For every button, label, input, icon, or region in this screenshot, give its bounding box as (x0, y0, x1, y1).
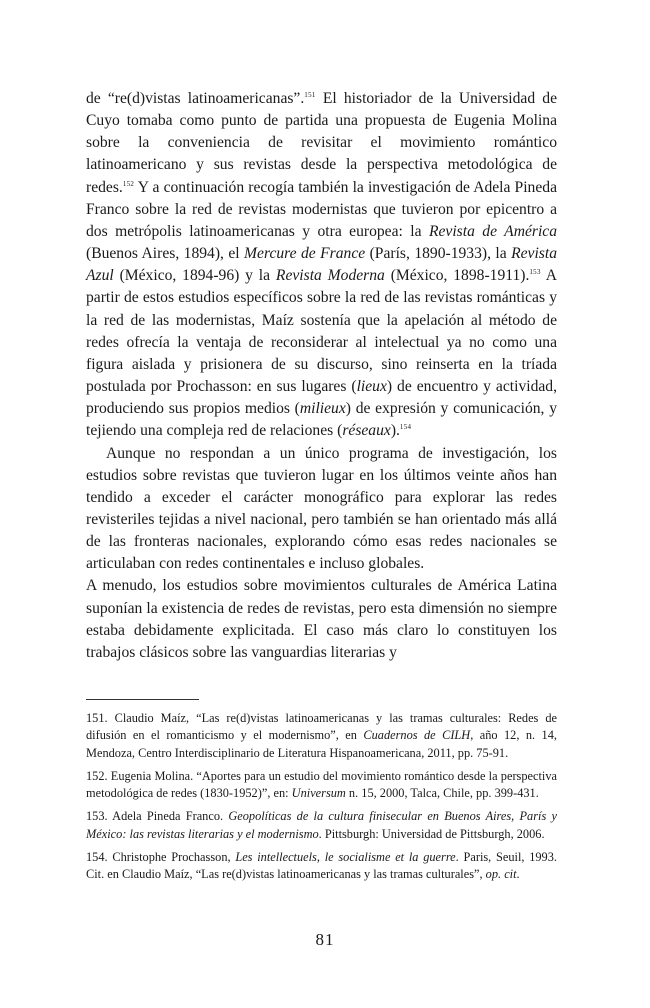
text-span: El historiador de la Universidad de Cuyo tomaba como punto de partida una propuesta de Eugenia Molina sobre la conveniencia de revisitar el movimiento romántico latinoamericano y sus revistas desde la perspectiva metodológica de redes. (86, 90, 558, 196)
text-span: . Paris, Seuil, 1993. Cit. en Claudio Maíz, “Las re(d)vistas latinoamericanas y las tramas culturales”, (86, 850, 557, 882)
text-span: ) de expresión y comunicación, y tejiendo una compleja red de relaciones ( (86, 400, 557, 440)
text-span: 151. Claudio Maíz, “Las re(d)vistas latinoamericanas y las tramas culturales: Redes de difusión en el romanticismo y el modernismo”, en (86, 711, 557, 743)
italic-title: Revista de América (428, 222, 558, 240)
main-text (86, 88, 557, 664)
paragraph-3: A menudo, los estudios sobre movimientos culturales de América Latina suponían la existencia de redes de revistas, pero esta dimensión no siempre estaba debidamente explicitada. El caso más claro lo constituyen los trabajos clásicos sobre las vanguardias literarias y (86, 577, 557, 661)
text-span: , año 12, n. 14, Mendoza, Centro Interdisciplinario de Literatura Hispanoamericana, 2011, pp. 75-91. (86, 728, 557, 760)
footnote-152 (86, 768, 557, 803)
text-span: de “re(d)vistas latinoamericanas”. (86, 90, 305, 107)
italic-title: Revista Azul (86, 245, 557, 285)
text-span: 153. Adela Pineda Franco. (86, 809, 229, 824)
footnote-ref-153[interactable]: 153 (529, 268, 541, 277)
italic-title: Cuadernos de CILH (363, 728, 471, 743)
footnote-154 (86, 849, 557, 884)
text-span: (París, 1890-1933), la (365, 245, 512, 263)
text-span: (Buenos Aires, 1894), el (86, 245, 245, 263)
italic-term: lieux (356, 378, 387, 396)
text-span: (México, 1898-1911). (384, 267, 530, 285)
text-span: . (516, 867, 520, 882)
italic-term: milieux (299, 400, 346, 418)
italic-title: Revista Moderna (275, 267, 385, 285)
italic-title: Mercure de France (244, 245, 366, 263)
footnote-151 (86, 710, 557, 762)
text-span: . Pittsburgh: Universidad de Pittsburgh, 2006. (318, 826, 545, 841)
text-span: A partir de estos estudios específicos sobre la red de las revistas románticas y la red de las modernistas, Maíz sostenía que la apelación al método de redes ofrecía la ventaja de reconsiderar al intelectual ya no como una figura aislada y prisionera de su discurso, sino reinserta en la tríada postulada por Prochasson: en sus lugares ( (86, 267, 557, 396)
text-span: ). (390, 422, 400, 440)
italic-title: Les intellectuels, le socialisme et la guerre (235, 850, 456, 865)
italic-title: Universum (291, 786, 346, 801)
text-span: Y a continuación recogía también la investigación de Adela Pineda Franco sobre la red de revistas modernistas que tuvieron por epicentro a dos metrópolis latinoamericanas y otra europea: la (86, 178, 557, 240)
text-span: ) de encuentro y actividad, produciendo sus propios medios ( (86, 378, 557, 418)
footnote-ref-154[interactable]: 154 (399, 423, 412, 432)
text-span: 152. Eugenia Molina. “Aportes para un estudio del movimiento romántico desde la perspectiva metodológica de redes (1830-1952)”, en: (86, 768, 557, 801)
paragraph-1 (86, 88, 557, 443)
footnote-separator (86, 699, 199, 700)
italic-title: Geopolíticas de la cultura finisecular en Buenos Aires, París y México: las revistas literarias y el modernismo (86, 809, 557, 841)
italic-term: réseaux (342, 422, 391, 440)
footnote-153 (86, 808, 557, 843)
footnote-ref-152[interactable]: 152 (122, 179, 135, 188)
text-span: n. 15, 2000, Talca, Chile, pp. 399-431. (345, 786, 539, 801)
page-number: 81 (315, 930, 335, 949)
footnote-ref-151[interactable]: 151 (304, 91, 316, 99)
paragraph-2: Aunque no respondan a un único programa de investigación, los estudios sobre revistas que tuvieron lugar en los últimos veinte años han tendido a exceder el carácter monográfico para explorar las redes revisteriles tejidas a nivel nacional, pero también se han orientado más allá de las fronteras nacionales, explorando cómo esas redes nacionales se articulaban con redes continentales e incluso globales. (86, 444, 557, 573)
text-span: 154. Christophe Prochasson, (86, 850, 236, 865)
footnotes (86, 710, 557, 890)
italic-abbrev: op. cit (485, 867, 517, 882)
text-span: (México, 1894-96) y la (113, 267, 276, 285)
